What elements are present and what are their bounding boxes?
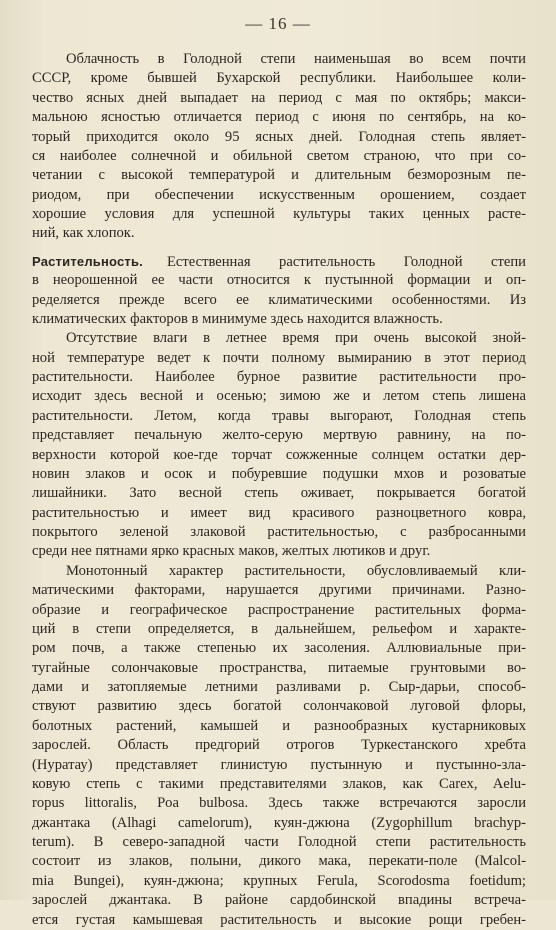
line-text: состоит из злаков, полыни, дикого мака, перекати-поле (Malcol- xyxy=(32,853,526,870)
line-text: хорошие условия для успешной культуры таких ценных расте- xyxy=(32,206,526,222)
text-line xyxy=(32,465,526,484)
line-text: дами и затопляемые летними разливами р. Сыр-дарьи, способ- xyxy=(32,679,526,695)
line-text: Отсутствие влаги в летнее время при очень высокой зной- xyxy=(66,330,526,347)
line-text: ний, как хлопок. xyxy=(32,225,135,242)
text-line xyxy=(32,147,526,166)
text-line xyxy=(32,166,526,185)
line-text: ся наиболее солнечной и обильной светом страною, что при со- xyxy=(32,147,526,164)
line-text: растительности. Летом, когда травы выгорают, Голодная степь xyxy=(32,407,526,424)
line-text: покрытого зеленой злаковой растительностью, с разбросанными xyxy=(32,524,526,540)
text-line xyxy=(32,368,526,387)
text-line xyxy=(32,562,526,581)
text-line xyxy=(32,542,526,561)
text-line xyxy=(32,291,526,310)
line-text: Монотонный характер растительности, обусловливаемый кли- xyxy=(66,562,526,579)
text-line xyxy=(32,639,526,658)
text-line xyxy=(32,794,526,813)
text-line xyxy=(32,736,526,755)
text-line xyxy=(32,484,526,503)
text-line xyxy=(32,911,526,930)
text-line xyxy=(32,891,526,910)
text-line xyxy=(32,446,526,465)
text-line xyxy=(32,329,526,348)
line-text: растительностью и имеет вид красивого разноцветного ковра, xyxy=(32,504,526,521)
text-line xyxy=(32,349,526,368)
line-text: в неорошенной ее части относится к пустынной формации и оп- xyxy=(32,272,526,289)
text-line xyxy=(32,69,526,88)
line-text: матическими факторами, нарушается другими причинами. Разно- xyxy=(32,582,526,599)
line-text: (Нуратау) представляет глинистую пустынную и пустынно-зла- xyxy=(32,756,526,773)
line-text: четании с высокой температурой и длительным безморозным пе- xyxy=(32,167,526,184)
text-line xyxy=(32,310,526,329)
line-text: растительности. Наиболее бурное развитие растительности про- xyxy=(32,369,526,385)
line-text: болотных растений, камышей и разнообразных кустарниковых xyxy=(32,717,526,734)
line-text: тугайные солончаковые пространства, питаемые грунтовыми во- xyxy=(32,659,526,676)
line-text: образие и географическое распространение растительных форма- xyxy=(32,601,526,618)
line-text: ной температуре ведет к почти полному вымиранию в этот период xyxy=(32,349,526,366)
text-line xyxy=(32,426,526,445)
line-text: новин злаков и осок и побуревшие подушки мхов и розоватые xyxy=(32,465,526,482)
text-line xyxy=(32,872,526,891)
line-text: СССР, кроме бывшей Бухарской республики. Наибольшее коли- xyxy=(32,70,526,87)
line-text: представляет печальную желто-серую мертвую равнину, на по- xyxy=(32,427,526,444)
line-text: среди нее пятнами ярко красных маков, желтых лютиков и друг. xyxy=(32,543,431,560)
paragraph xyxy=(32,329,526,562)
text-line xyxy=(32,756,526,775)
line-text: Естественная растительность Голодной степи xyxy=(167,253,526,270)
paragraph xyxy=(32,50,526,244)
text-line xyxy=(32,128,526,147)
text-line xyxy=(32,775,526,794)
line-text: верхности которой кое-где торчат сожженные солнцем остатки дер- xyxy=(32,446,526,463)
text-line xyxy=(32,523,526,542)
text-line xyxy=(32,252,526,271)
text-line xyxy=(32,678,526,697)
line-text: Облачность в Голодной степи наименьшая во всем почти xyxy=(66,51,526,67)
line-text: зарослей джантака. В районе сардобинской впадины встреча- xyxy=(32,892,526,909)
text-line xyxy=(32,224,526,243)
line-text: terum). В северо-западной части Голодной степи растительность xyxy=(32,834,526,850)
line-text: джантака (Alhagi camelorum), куян-джюна (Zygophillum brachyp- xyxy=(32,814,526,831)
text-line xyxy=(32,504,526,523)
text-line xyxy=(32,407,526,426)
text-line xyxy=(32,387,526,406)
text-line xyxy=(32,50,526,69)
text-line xyxy=(32,186,526,205)
page-text xyxy=(32,50,526,930)
line-text: mia Bungei), куян-джюна; крупных Ferula, Scorodosma foetidum; xyxy=(32,872,526,889)
text-line xyxy=(32,833,526,852)
paragraph xyxy=(32,252,526,330)
paragraph xyxy=(32,562,526,930)
line-text: зарослей. Область предгорий отрогов Туркестанского хребта xyxy=(32,737,526,754)
line-text: ствуют развитию здесь богатой солончаковой луговой флоры, xyxy=(32,698,526,715)
text-line xyxy=(32,852,526,871)
text-line xyxy=(32,205,526,224)
text-line xyxy=(32,620,526,639)
text-line xyxy=(32,717,526,736)
line-text: ется густая камышевая растительность и высокие рощи гребен- xyxy=(32,911,526,928)
line-text: мальною ясностью отличается период с июня по сентябрь, на ко- xyxy=(32,109,526,126)
text-line xyxy=(32,271,526,290)
text-line xyxy=(32,601,526,620)
line-text: ковую степь с такими представителями злаков, как Carex, Aelu- xyxy=(32,775,526,792)
section-heading: Растительность. xyxy=(32,253,143,269)
line-text: исходит здесь весной и осенью; зимою же и летом степь лишена xyxy=(32,388,526,405)
text-line xyxy=(32,697,526,716)
line-text: климатических факторов в минимуме здесь находится влажность. xyxy=(32,310,443,327)
line-text: торый приходится около 95 ясных дней. Голодная степь являет- xyxy=(32,128,526,145)
text-line xyxy=(32,108,526,127)
line-text: риодом, при обеспечении искусственным орошением, создает xyxy=(32,186,526,203)
page-number: — 16 — xyxy=(245,14,311,33)
line-text: ций в степи определяется, в дальнейшем, рельефом и характе- xyxy=(32,620,526,637)
text-line xyxy=(32,659,526,678)
line-text: чество ясных дней выпадает на период с мая по октябрь; макси- xyxy=(32,89,526,106)
line-text: лишайники. Зато весной степь оживает, покрывается богатой xyxy=(32,485,526,502)
text-line xyxy=(32,89,526,108)
text-line xyxy=(32,814,526,833)
line-text: ределяется прежде всего ее климатическими особенностями. Из xyxy=(32,291,526,308)
line-text: ropus littoralis, Poa bulbosa. Здесь также встречаются заросли xyxy=(32,795,526,812)
line-text: ром почв, а также степенью их засоления. Аллювиальные при- xyxy=(32,640,526,657)
text-line xyxy=(32,581,526,600)
